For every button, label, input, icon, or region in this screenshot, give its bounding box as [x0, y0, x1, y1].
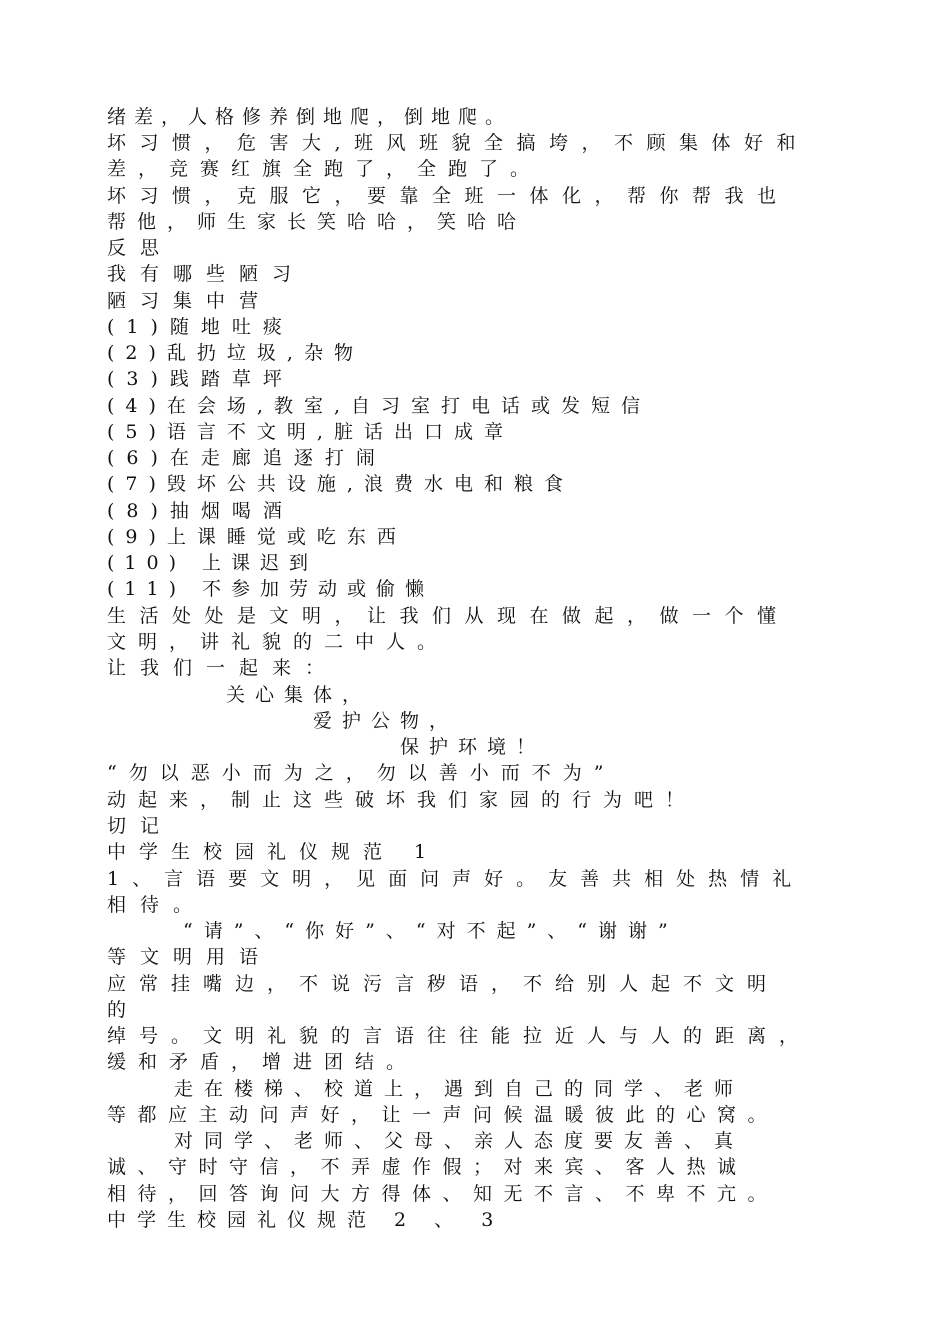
text-line: 走在楼梯、校道上，遇到自己的同学、老师 [174, 1078, 745, 1100]
text-line: 诚、守时守信，不弄虚作假；对来宾、客人热诚 [107, 1156, 748, 1178]
text-line: “请”、“你好”、“对不起”、“谢谢” [183, 920, 679, 942]
list-item: (10) 上课迟到 [107, 552, 319, 574]
list-item: (8)抽烟喝酒 [107, 500, 294, 522]
text-line: 缓和矛盾，增进团结。 [107, 1051, 418, 1073]
list-item: (7)毁坏公共设施,浪费水电和粮食 [107, 473, 574, 495]
text-line: 差，竞赛红旗全跑了，全跑了。 [107, 158, 542, 180]
text-line: 等都应主动问声好，让一声问候温暖彼此的心窝。 [107, 1104, 779, 1126]
slogan-line: 关心集体， [226, 684, 372, 706]
text-line: 1、言语要文明，见面问声好。友善共相处热情礼 [107, 868, 805, 890]
text-line: 文明，讲礼貌的二中人。 [107, 631, 449, 653]
text-line: 相待，回答询问大方得体、知无不言、不卑不亢。 [107, 1183, 779, 1205]
text-line: 动起来，制止这些破坏我们家园的行为吧！ [107, 789, 697, 811]
text-line: 对同学、老师、父母、亲人态度要友善、真 [174, 1130, 745, 1152]
section-heading: 中学生校园礼仪规范 1 [107, 841, 440, 863]
list-item: (9)上课睡觉或吃东西 [107, 526, 407, 548]
slogan-line: 保护环境！ [400, 736, 546, 758]
text-line: 绪差，人格修养倒地爬，倒地爬。 [107, 106, 513, 128]
text-line: 绰号。文明礼貌的言语往往能拉近人与人的距离， [107, 1025, 812, 1047]
slogan-line: 爱护公物， [313, 710, 459, 732]
list-item: (6)在走廊追逐打闹 [107, 447, 387, 469]
text-line: 让我们一起来： [107, 657, 339, 679]
text-line: 反思 [107, 237, 174, 259]
text-line: 坏习惯，克服它，要靠全班一体化，帮你帮我也 [107, 185, 790, 207]
list-item: (3)践踏草坪 [107, 368, 294, 390]
text-line: 我有哪些陋习 [107, 263, 306, 285]
text-line: 帮他，师生家长笑哈哈，笑哈哈 [107, 211, 528, 233]
text-line: 应常挂嘴边，不说污言秽语，不给别人起不文明 [107, 973, 780, 995]
list-item: (1)随地吐痰 [107, 316, 294, 338]
list-item: (4)在会场,教室,自习室打电话或发短信 [107, 395, 651, 417]
text-line: 坏习惯，危害大,班风班貌全搞垮，不顾集体好和 [107, 132, 810, 154]
section-heading: 中学生校园礼仪规范 2 、 3 [107, 1209, 505, 1231]
text-line: 相待。 [107, 894, 207, 916]
list-item: (11) 不参加劳动或偷懒 [107, 578, 435, 600]
text-line: 生活处处是文明，让我们从现在做起，做一个懂 [107, 605, 790, 627]
text-line: 陋习集中营 [107, 290, 273, 312]
list-item: (2)乱扔垃圾,杂物 [107, 342, 364, 364]
quote-line: “勿以恶小而为之，勿以善小而不为” [107, 762, 616, 784]
text-line: 等文明用语 [107, 946, 273, 968]
list-item: (5)语言不文明,脏话出口成章 [107, 421, 514, 443]
text-line: 切记 [107, 815, 174, 837]
text-line: 的 [107, 999, 141, 1021]
